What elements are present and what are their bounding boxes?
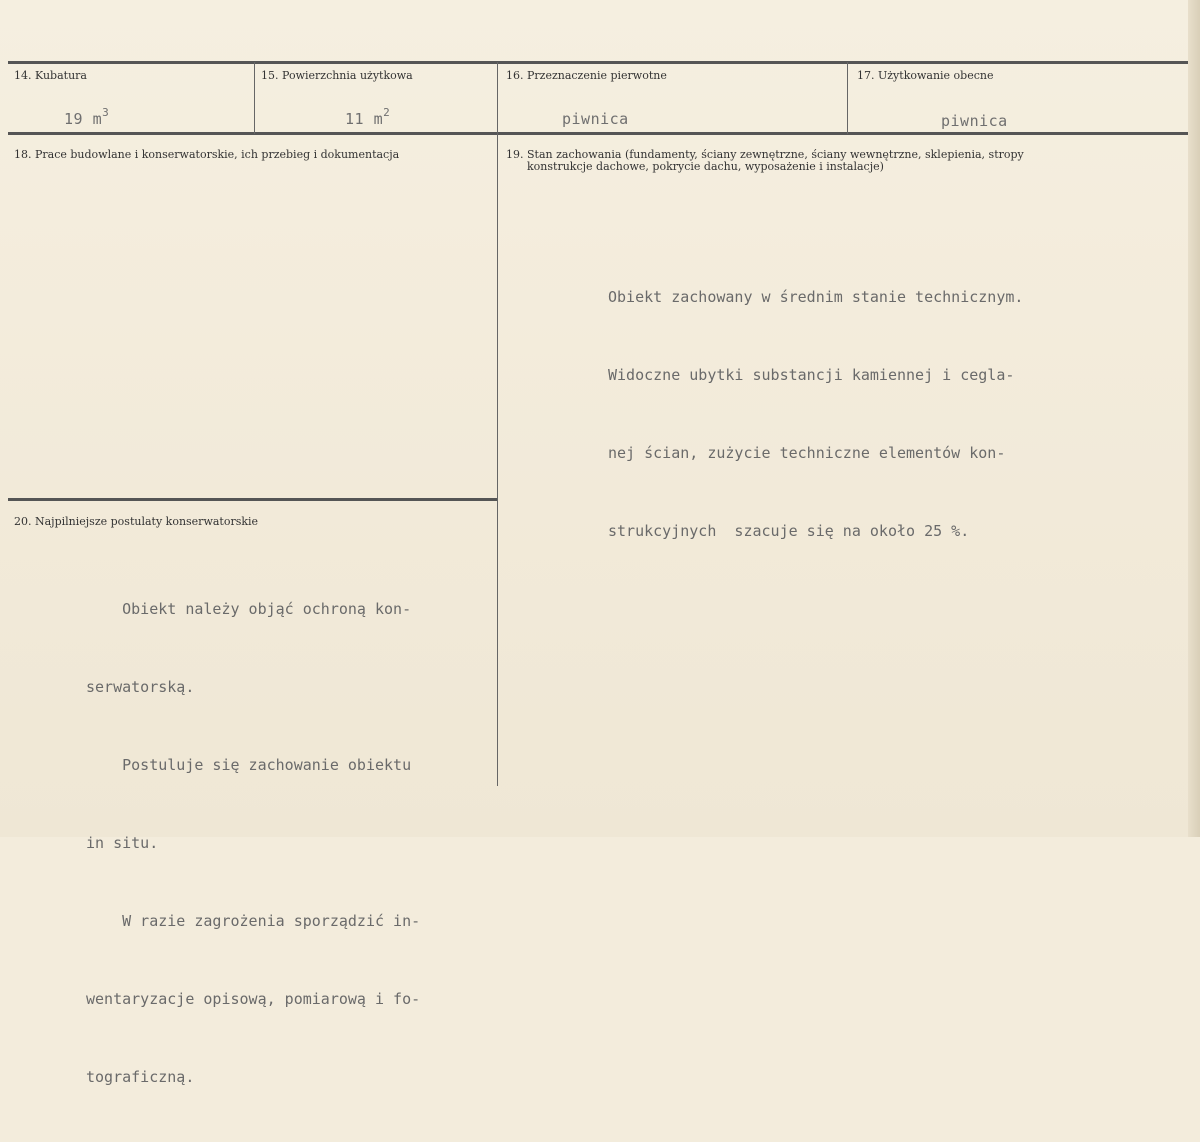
divider-14-15	[254, 62, 255, 134]
field-15-label: 15. Powierzchnia użytkowa	[261, 69, 413, 82]
field18-bottom-rule	[8, 498, 498, 501]
top-rule	[8, 61, 1188, 64]
field-16-value: piwnica	[562, 110, 629, 128]
field-17-value: piwnica	[941, 112, 1008, 130]
divider-main	[497, 62, 498, 786]
divider-16-17	[847, 62, 848, 134]
field-20-line: serwatorską.	[86, 678, 195, 696]
field-20-label: 20. Najpilniejsze postulaty konserwatorskie	[14, 515, 259, 528]
field-20-line: tograficzną.	[86, 1068, 195, 1086]
field-19-line: nej ścian, zużycie techniczne elementów kon-	[608, 444, 1006, 462]
field-19-line: Widoczne ubytki substancji kamiennej i cegla-	[608, 366, 1015, 384]
field-19-line: strukcyjnych szacuje się na około 25 %.	[608, 522, 970, 540]
field-17-label: 17. Użytkowanie obecne	[857, 69, 994, 82]
field-20-line: W razie zagrożenia sporządzić in-	[86, 912, 421, 930]
field-20-line: in situ.	[86, 834, 159, 852]
field-19-line: Obiekt zachowany w średnim stanie technicznym.	[608, 288, 1024, 306]
field-14-value: 19 $m^3$	[64, 106, 110, 128]
field-14-label: 14. Kubatura	[14, 69, 87, 82]
field-20-line: wentaryzacje opisową, pomiarową i fo-	[86, 990, 421, 1008]
card-edge	[1188, 0, 1200, 837]
row1-bottom-rule	[8, 132, 1188, 135]
field-20-text	[86, 544, 420, 1142]
field-19-text	[608, 232, 1023, 596]
field-19-label-line1: 19. Stan zachowania (fundamenty, ściany zewnętrzne, ściany wewnętrzne, sklepienia, stropy	[506, 148, 1024, 161]
field-16-label: 16. Przeznaczenie pierwotne	[506, 69, 667, 82]
field-20-line: Obiekt należy objąć ochroną kon-	[86, 600, 412, 618]
field-15-value: 11 $m^2$	[345, 106, 391, 128]
field-18-label: 18. Prace budowlane i konserwatorskie, ich przebieg i dokumentacja	[14, 148, 400, 161]
field-20-line: Postuluje się zachowanie obiektu	[86, 756, 412, 774]
field-19-label-line2: konstrukcje dachowe, pokrycie dachu, wyposażenie i instalacje)	[527, 160, 884, 173]
